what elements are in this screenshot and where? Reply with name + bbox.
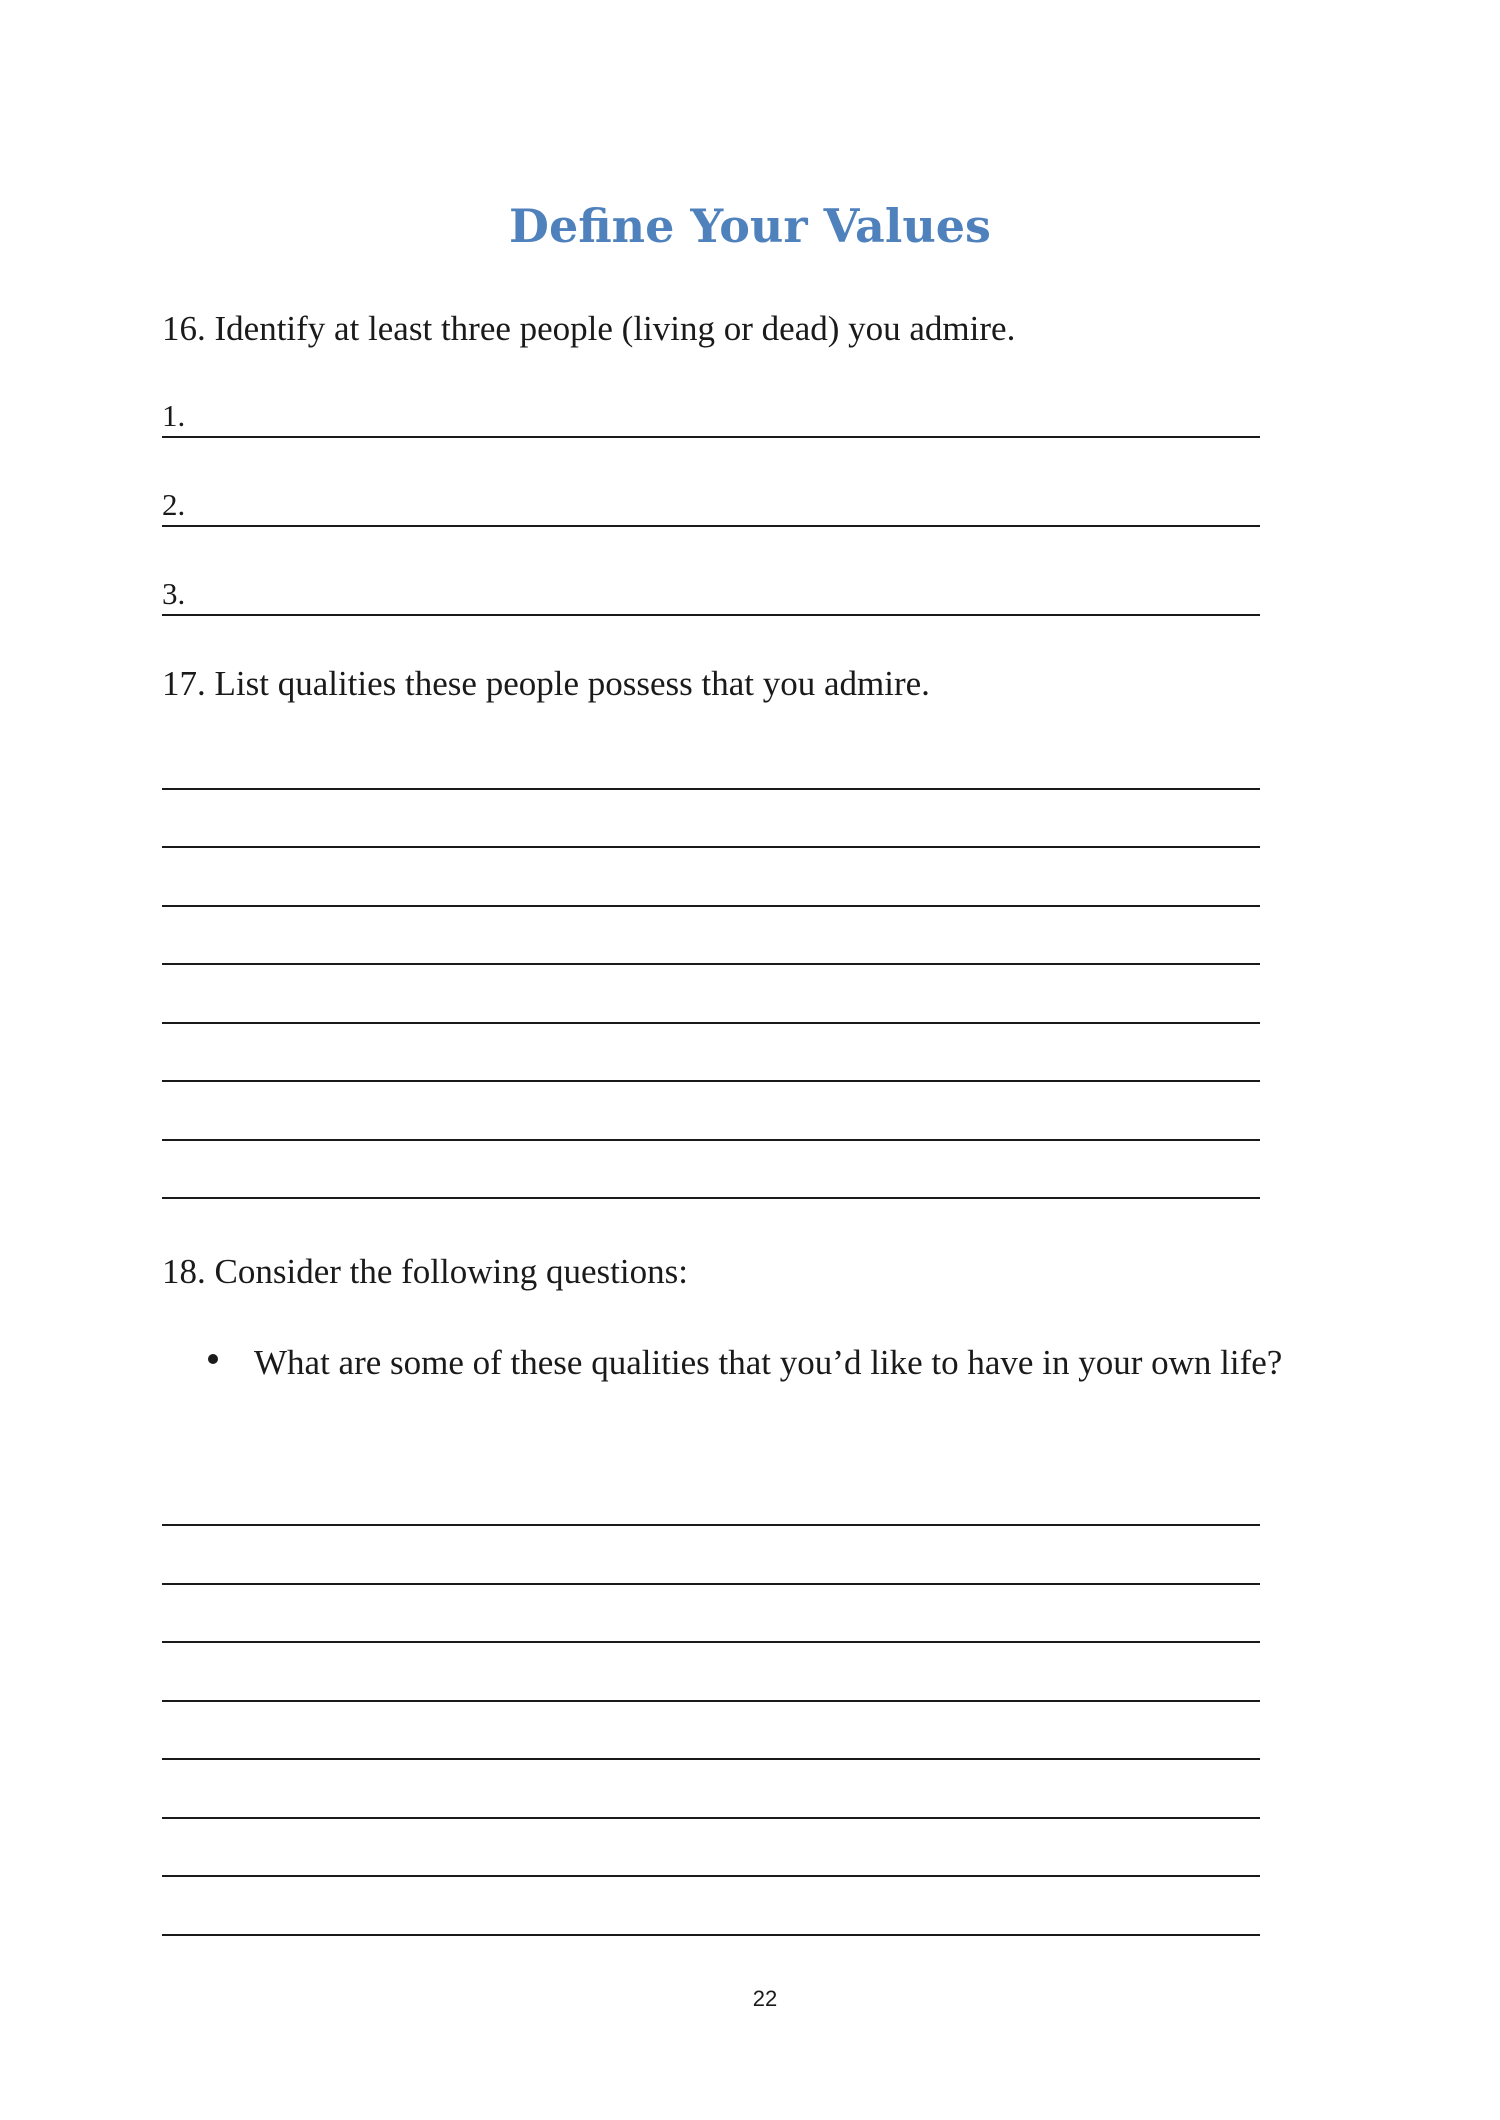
question-18: 18. Consider the following questions: — [162, 1252, 688, 1291]
answer-line-2[interactable] — [162, 485, 1260, 527]
writing-line[interactable] — [162, 1700, 1260, 1702]
page-number: 22 — [752, 1986, 778, 2011]
answer-number-2: 2. — [162, 487, 186, 522]
writing-line[interactable] — [162, 963, 1260, 965]
writing-line[interactable] — [162, 1022, 1260, 1024]
question-17: 17. List qualities these people possess that you admire. — [162, 664, 930, 703]
writing-line[interactable] — [162, 1524, 1260, 1526]
writing-line[interactable] — [162, 1875, 1260, 1877]
writing-line[interactable] — [162, 1583, 1260, 1585]
writing-line[interactable] — [162, 1934, 1260, 1936]
writing-line[interactable] — [162, 1197, 1260, 1199]
writing-line[interactable] — [162, 1080, 1260, 1082]
writing-line[interactable] — [162, 1817, 1260, 1819]
writing-line[interactable] — [162, 788, 1260, 790]
page-title: Define Your Values — [509, 199, 991, 253]
writing-line[interactable] — [162, 1758, 1260, 1760]
question-16: 16. Identify at least three people (living or dead) you admire. — [162, 309, 1016, 348]
writing-line[interactable] — [162, 1641, 1260, 1643]
writing-line[interactable] — [162, 1139, 1260, 1141]
answer-line-3[interactable] — [162, 574, 1260, 616]
bullet-icon — [208, 1354, 218, 1364]
writing-line[interactable] — [162, 846, 1260, 848]
answer-number-1: 1. — [162, 398, 186, 433]
bullet-text: What are some of these qualities that you’d like to have in your own life? — [254, 1343, 1283, 1382]
writing-line[interactable] — [162, 905, 1260, 907]
answer-line-1[interactable] — [162, 396, 1260, 438]
answer-number-3: 3. — [162, 576, 186, 611]
